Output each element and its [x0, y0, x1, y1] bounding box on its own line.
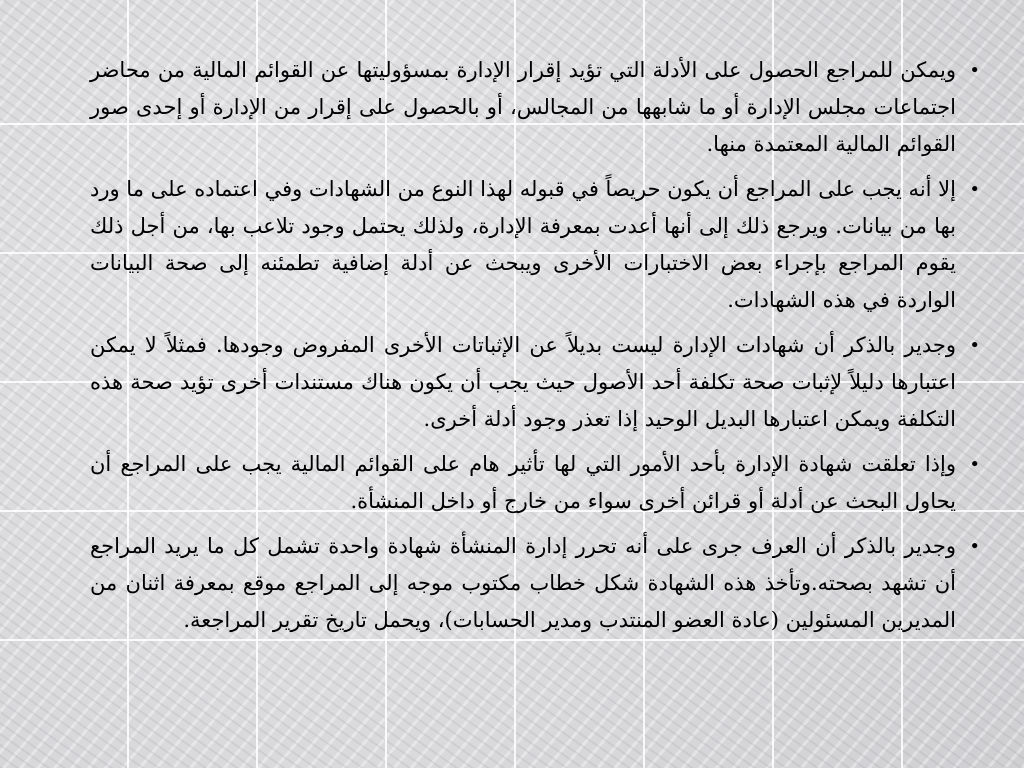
bullet-text: إلا أنه يجب على المراجع أن يكون حريصاً في قبوله لهذا النوع من الشهادات وفي اعتماده على ما ورد بها من بيانات. ويرجع ذلك إلى أنها أعدت بمعرفة الإدارة، ولذلك يحتمل وجود تلاعب بها، من أجل ذلك يقوم المراجع بإجراء بعض الاختبارات الأخرى ويبحث عن أدلة إضافية تطمئنه إلى صحة البيانات الواردة في هذه الشهادات. — [90, 177, 957, 312]
bullet-icon: • — [969, 335, 980, 356]
bullet-list — [90, 52, 980, 639]
bullet-icon: • — [969, 454, 980, 475]
bullet-text: وإذا تعلقت شهادة الإدارة بأحد الأمور التي لها تأثير هام على القوائم المالية يجب على المراجع أن يحاول البحث عن أدلة أو قرائن أخرى سواء من خارج أو داخل المنشأة. — [90, 452, 956, 513]
slide-content — [90, 52, 980, 752]
bullet-icon: • — [969, 60, 980, 81]
bullet-item — [90, 171, 980, 319]
bullet-text: وجدير بالذكر أن شهادات الإدارة ليست بديلاً عن الإثباتات الأخرى المفروض وجودها. فمثلاً لا يمكن اعتبارها دليلاً لإثبات صحة تكلفة أحد الأصول حيث يجب أن يكون هناك مستندات أخرى تؤيد صحة هذه التكلفة ويمكن اعتبارها البديل الوحيد إذا تعذر وجود أدلة أخرى. — [90, 333, 956, 431]
bullet-icon: • — [969, 179, 980, 200]
bullet-item — [90, 446, 980, 520]
bullet-item — [90, 528, 980, 639]
bullet-item — [90, 52, 980, 163]
bullet-text: ويمكن للمراجع الحصول على الأدلة التي تؤيد إقرار الإدارة بمسؤوليتها عن القوائم المالية من محاضر اجتماعات مجلس الإدارة أو ما شابهها من المجالس، أو بالحصول على إقرار من الإدارة أو إحدى صور القوائم المالية المعتمدة منها. — [90, 58, 956, 156]
bullet-text: وجدير بالذكر أن العرف جرى على أنه تحرر إدارة المنشأة شهادة واحدة تشمل كل ما يريد المراجع أن تشهد بصحته.وتأخذ هذه الشهادة شكل خطاب مكتوب موجه إلى المراجع موقع بمعرفة اثنان من المديرين المسئولين (عادة العضو المنتدب ومدير الحسابات)، ويحمل تاريخ تقرير المراجعة. — [90, 534, 956, 632]
bullet-item — [90, 327, 980, 438]
bullet-icon: • — [969, 536, 980, 557]
